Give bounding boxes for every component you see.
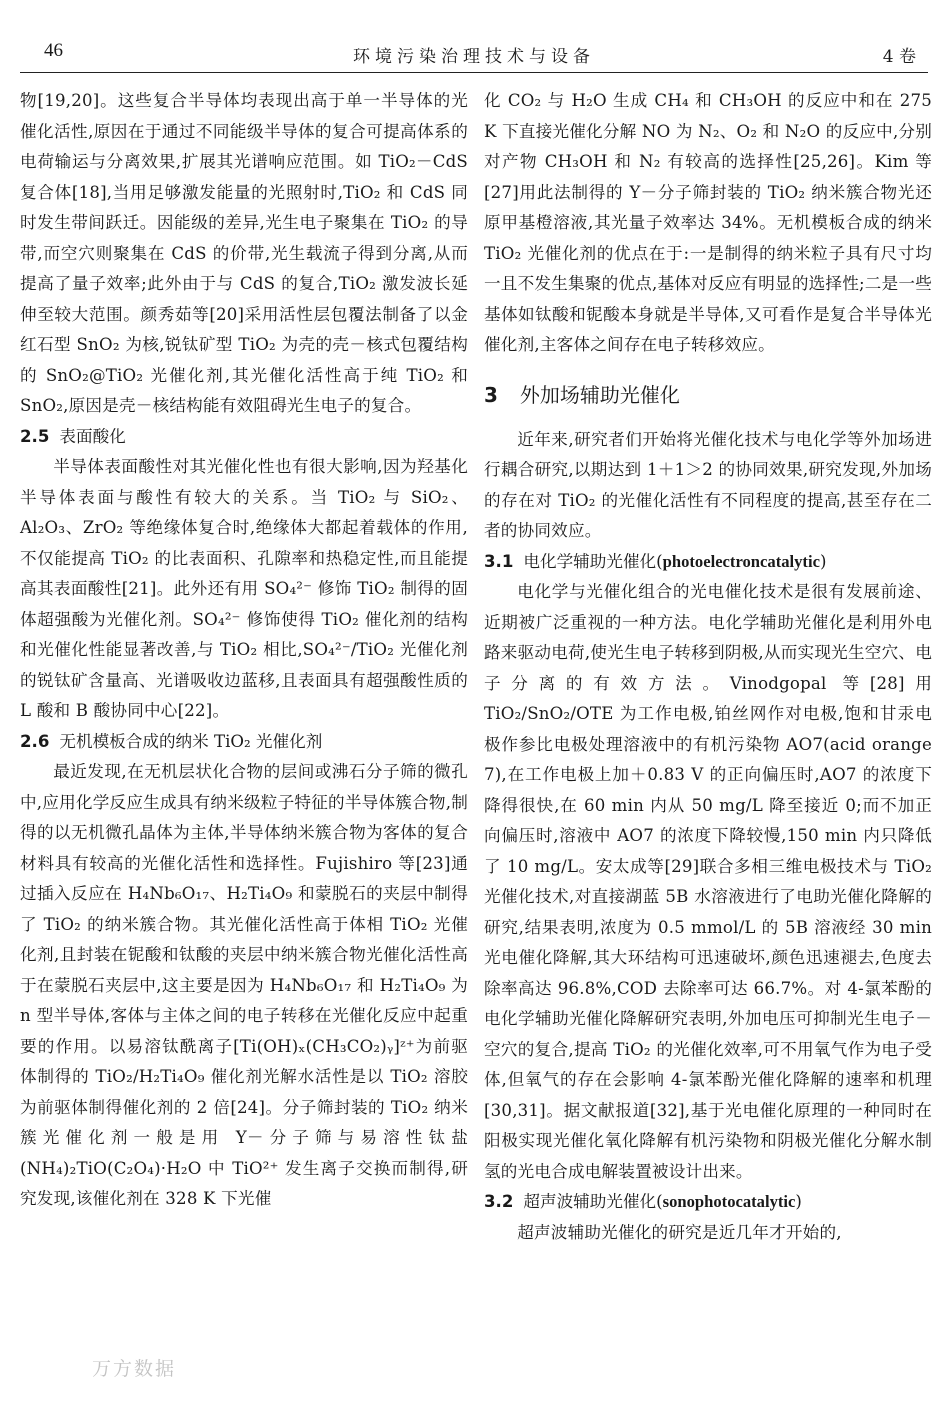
- section-heading-3: [484, 379, 932, 411]
- section-heading-3-2: [484, 1187, 932, 1218]
- journal-title: 环境污染治理技术与设备: [353, 47, 595, 67]
- section-title: 外加场辅助光催化: [519, 382, 680, 407]
- watermark: 万方数据: [92, 1358, 177, 1380]
- section-title-english: sonophotocatalytic: [662, 1192, 796, 1211]
- section-title-close: ): [819, 551, 827, 571]
- section-number: 3.2: [484, 1192, 514, 1211]
- page-number: 46: [44, 40, 63, 61]
- paragraph: 电化学与光催化组合的光电催化技术是很有发展前途、近期被广泛重视的一种方法。电化学辅助光催化是利用外电路来驱动电荷,使光生电子转移到阴极,从而实现光生空穴、电子分离的有效方法。Vinodgopal 等[28]用 TiO₂/SnO₂/OTE 为工作电极,铂丝网作对电极,饱和甘汞电极作参比电极处理溶液中的有机污染物 AO7(acid orange 7),在工作电极上加＋0.83 V 的正向偏压时,AO7 的浓度下降得很快,在 60 min 内从 50 mg/L 降至接近 0;而不加正向偏压时,溶液中 AO7 的浓度下降较慢,150 min 内只降低了 10 mg/L。安太成等[29]联合多相三维电极技术与 TiO₂ 光催化技术,对直接湖蓝 5B 水溶液进行了电助光催化降解的研究,结果表明,浓度为 0.5 mmol/L 的 5B 溶液经 30 min 光电催化降解,其大环结构可迅速破坏,颜色迅速褪去,色度去除率高达 96.8%,COD 去除率可达 66.7%。对 4-氯苯酚的电化学辅助光催化降解研究表明,外加电压可抑制光生电子－空穴的复合,提高 TiO₂ 的光催化效率,可不用氧气作为电子受体,但氧气的存在会影响 4-氯苯酚光催化降解的速率和机理[30,31]。据文献报道[32],基于光电催化原理的一种同时在阳极实现光催化氧化降解有机污染物和阴极光催化分解水制氢的光电合成电解装置被设计出来。: [484, 582, 932, 1181]
- section-title: 表面酸化: [59, 426, 126, 446]
- page-header: [20, 34, 928, 73]
- section-title-close: ): [795, 1192, 802, 1211]
- section-number: 3.1: [484, 551, 514, 571]
- section-number: 2.6: [20, 731, 50, 751]
- section-number: 2.5: [20, 426, 50, 446]
- section-number: 3: [484, 382, 498, 407]
- section-heading-3-1: [484, 547, 932, 578]
- paragraph: 超声波辅助光催化的研究是近几年才开始的,: [517, 1222, 842, 1242]
- paragraph: 半导体表面酸性对其光催化性也有很大影响,因为羟基化半导体表面与酸性有较大的关系。当 TiO₂ 与 SiO₂、Al₂O₃、ZrO₂ 等绝缘体复合时,绝缘体大都起着载体的作用,不仅能提高 TiO₂ 的比表面积、孔隙率和热稳定性,而且能提高其表面酸性[21]。此外还有用 SO₄²⁻ 修饰 TiO₂ 制得的固体超强酸为光催化剂。SO₄²⁻ 修饰使得 TiO₂ 催化剂的结构和光催化性能显著改善,与 TiO₂ 相比,SO₄²⁻/TiO₂ 光催化剂的锐钛矿含量高、光谱吸收边蓝移,且表面具有超强酸性质的 L 酸和 B 酸协同中心[22]。: [20, 457, 468, 720]
- right-column: [484, 86, 932, 1248]
- paragraph: 最近发现,在无机层状化合物的层间或沸石分子筛的微孔中,应用化学反应生成具有纳米级粒子特征的半导体簇合物,制得的以无机微孔晶体为主体,半导体纳米簇合物为客体的复合材料具有较高的光催化活性和选择性。Fujishiro 等[23]通过插入反应在 H₄Nb₆O₁₇、H₂Ti₄O₉ 和蒙脱石的夹层中制得了 TiO₂ 的纳米簇合物。其光催化活性高于体相 TiO₂ 光催化剂,且封装在铌酸和钛酸的夹层中纳米簇合物光催化活性高于在蒙脱石夹层中,这主要是因为 H₄Nb₆O₁₇ 和 H₂Ti₄O₉ 为 n 型半导体,客体与主体之间的电子转移在光催化反应中起重要的作用。以易溶钛酰离子[Ti(OH)ₓ(CH₃CO₂)ᵧ]ᶻ⁺为前驱体制得的 TiO₂/H₂Ti₄O₉ 催化剂光解水活性是以 TiO₂ 溶胶为前驱体制得催化剂的 2 倍[24]。分子筛封装的 TiO₂ 纳米簇光催化剂一般是用 Y－分子筛与易溶性钛盐(NH₄)₂TiO(C₂O₄)·H₂O 中 TiO²⁺ 发生离子交换而制得,研究发现,该催化剂在 328 K 下光催: [20, 762, 468, 1208]
- section-title: 超声波辅助光催化(: [523, 1192, 663, 1211]
- paragraph: 近年来,研究者们开始将光催化技术与电化学等外加场进行耦合研究,以期达到 1＋1＞2 的协同效果,研究发现,外加场的存在对 TiO₂ 的光催化活性有不同程度的提高,甚至存在二者的协同效应。: [484, 429, 932, 540]
- left-column: [20, 86, 468, 1215]
- section-title: 无机模板合成的纳米 TiO₂ 光催化剂: [59, 731, 323, 751]
- section-heading-2-5: [20, 422, 468, 453]
- section-heading-2-6: [20, 727, 468, 758]
- section-title-english: photoelectroncatalytic: [662, 551, 820, 571]
- paragraph: 物[19,20]。这些复合半导体均表现出高于单一半导体的光催化活性,原因在于通过不同能级半导体的复合可提高体系的电荷输运与分离效果,扩展其光谱响应范围。如 TiO₂－CdS 复合体[18],当用足够激发能量的光照射时,TiO₂ 和 CdS 同时发生带间跃迁。因能级的差异,光生电子聚集在 TiO₂ 的导带,而空穴则聚集在 CdS 的价带,光生载流子得到分离,从而提高了量子效率;此外由于与 CdS 的复合,TiO₂ 激发波长延伸至较大范围。颜秀茹等[20]采用活性层包覆法制备了以金红石型 SnO₂ 为核,锐钛矿型 TiO₂ 为壳的壳－核式包覆结构的 SnO₂@TiO₂ 光催化剂,其光催化活性高于纯 TiO₂ 和 SnO₂,原因是壳－核结构能有效阻碍光生电子的复合。: [20, 91, 468, 415]
- volume-label: 4 卷: [882, 47, 916, 67]
- paragraph: 化 CO₂ 与 H₂O 生成 CH₄ 和 CH₃OH 的反应中和在 275 K 下直接光催化分解 NO 为 N₂、O₂ 和 N₂O 的反应中,分别对产物 CH₃OH 和 N₂ 有较高的选择性[25,26]。Kim 等[27]用此法制得的 Y－分子筛封装的 TiO₂ 纳米簇合物光还原甲基橙溶液,其光量子效率达 34%。无机模板合成的纳米 TiO₂ 光催化剂的优点在于:一是制得的纳米粒子具有尺寸均一且不发生集聚的优点,基体对反应有明显的选择性;二是一些基体如钛酸和铌酸本身就是半导体,又可看作是复合半导体光催化剂,主客体之间存在电子转移效应。: [484, 91, 933, 354]
- section-title: 电化学辅助光催化(: [523, 551, 663, 571]
